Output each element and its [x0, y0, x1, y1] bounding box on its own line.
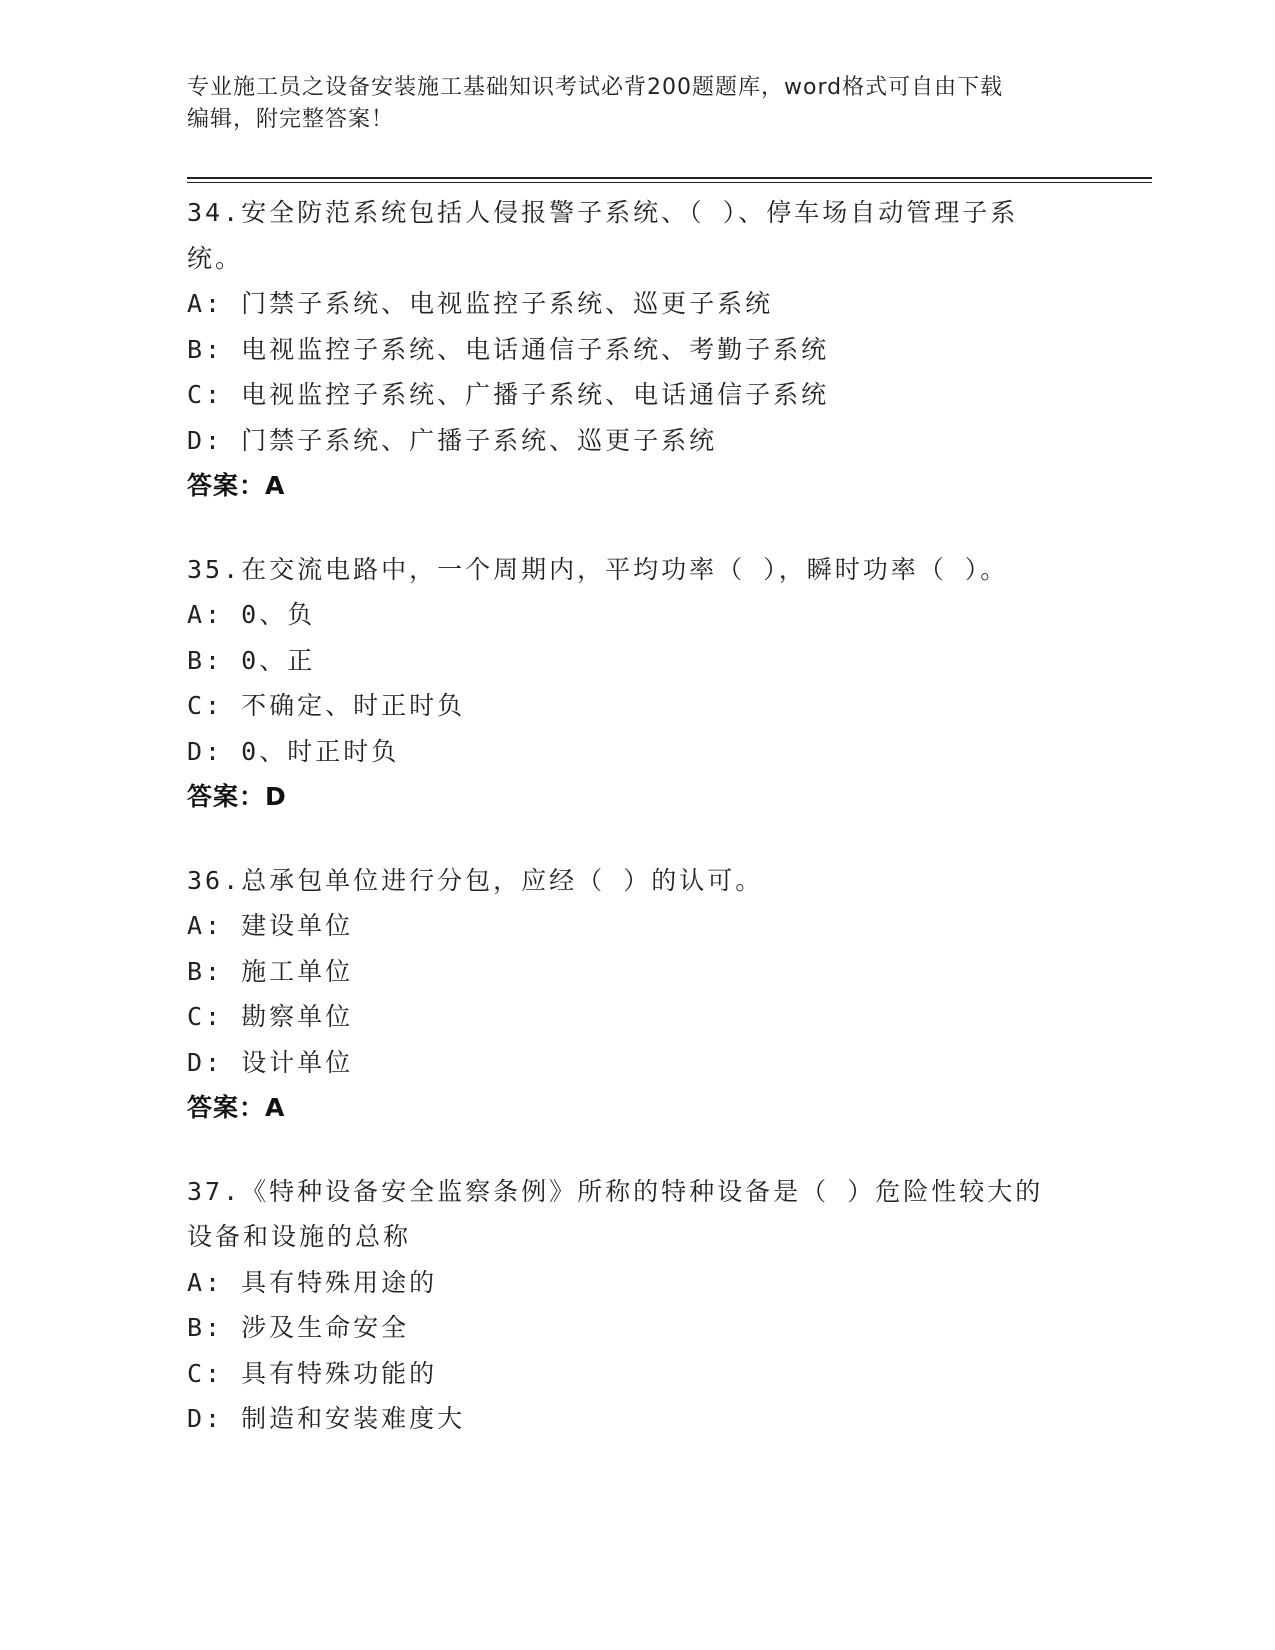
question-text-cont: 统。	[187, 243, 244, 273]
option-c: C: 不确定、时正时负	[187, 691, 466, 720]
option-d: D: 门禁子系统、广播子系统、巡更子系统	[187, 425, 718, 455]
header-divider-thin	[187, 182, 1152, 183]
answer: 答案：A	[187, 1093, 286, 1122]
option-a: A: 建设单位	[187, 911, 354, 940]
option-b: B: 施工单位	[187, 956, 354, 986]
question-text: 35.在交流电路中，一个周期内，平均功率（ ），瞬时功率（ ）。	[187, 554, 1009, 584]
header-line-1: 专业施工员之设备安装施工基础知识考试必背200题题库，word格式可自由下载	[187, 75, 1004, 100]
question-text: 36.总承包单位进行分包，应经（ ）的认可。	[187, 865, 764, 895]
option-a: A: 0、负	[187, 600, 316, 629]
option-c: C: 电视监控子系统、广播子系统、电话通信子系统	[187, 380, 830, 409]
answer: 答案：A	[187, 471, 286, 500]
option-d: D: 制造和安装难度大	[187, 1404, 466, 1433]
option-c: C: 具有特殊功能的	[187, 1358, 438, 1388]
header-divider-thick	[187, 177, 1152, 179]
question-34	[187, 190, 1067, 509]
document-header	[187, 72, 1067, 136]
option-b: B: 电视监控子系统、电话通信子系统、考勤子系统	[187, 334, 830, 364]
answer: 答案：D	[187, 782, 287, 811]
option-d: D: 设计单位	[187, 1047, 354, 1077]
option-a: A: 门禁子系统、电视监控子系统、巡更子系统	[187, 289, 774, 318]
question-list	[187, 190, 1067, 1480]
question-text-cont: 设备和设施的总称	[187, 1222, 412, 1251]
option-d: D: 0、时正时负	[187, 736, 400, 766]
header-line-2: 编辑，附完整答案！	[187, 107, 395, 132]
question-37	[187, 1169, 1067, 1442]
question-35	[187, 547, 1067, 820]
option-b: B: 0、正	[187, 645, 316, 675]
question-text: 34.安全防范系统包括人侵报警子系统、（ ）、停车场自动管理子系	[187, 198, 1019, 227]
option-b: B: 涉及生命安全	[187, 1313, 410, 1342]
option-c: C: 勘察单位	[187, 1002, 354, 1031]
question-text: 37.《特种设备安全监察条例》所称的特种设备是（ ）危险性较大的	[187, 1176, 1044, 1206]
option-a: A: 具有特殊用途的	[187, 1267, 438, 1297]
question-36	[187, 858, 1067, 1131]
